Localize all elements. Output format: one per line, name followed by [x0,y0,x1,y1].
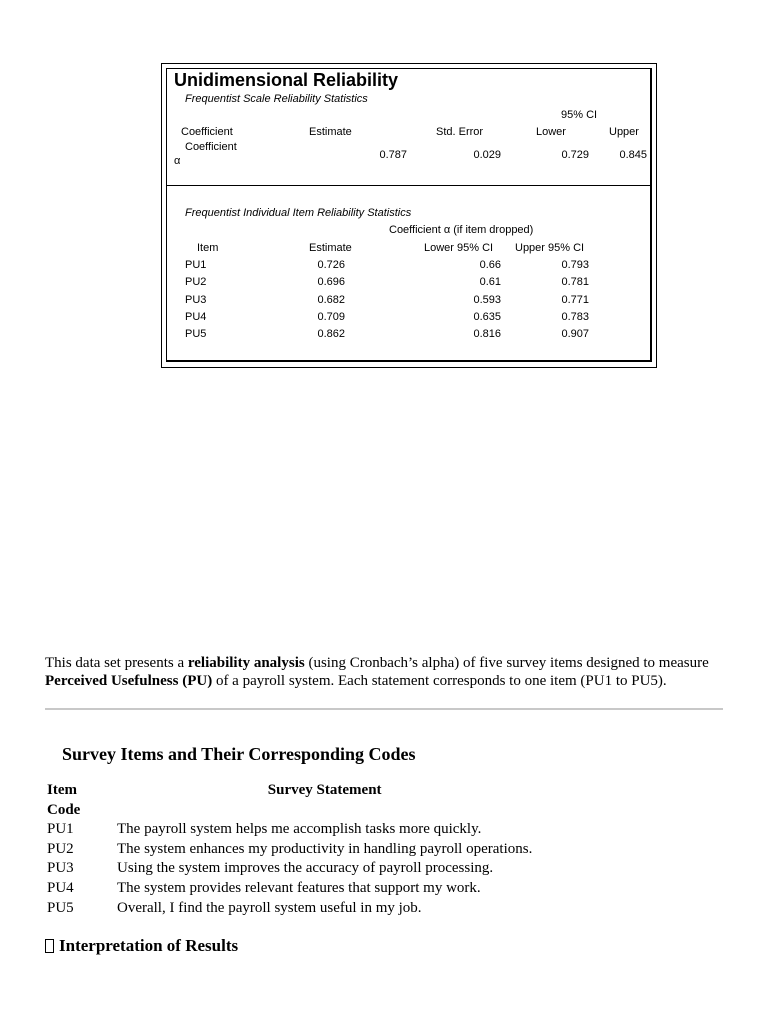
survey-items-table [45,781,534,918]
intro-text: This data set presents a [45,655,188,671]
reliability-output-panel [161,63,657,368]
table-row [45,820,534,840]
interpretation-heading [45,936,238,956]
scale-row-upper: 0.845 [619,149,647,161]
missing-glyph-icon [45,939,54,953]
scale-row-alpha: α [174,155,181,167]
interpretation-heading-text: Interpretation of Results [59,936,239,955]
reliability-title: Unidimensional Reliability [174,70,399,90]
item-estimate: 0.726 [317,259,345,271]
item-code: PU2 [185,276,207,288]
intro-bold-reliability: reliability analysis [187,655,305,671]
section-divider [167,185,650,186]
item-code-cell: PU2 [47,840,74,857]
scale-stats-subtitle: Frequentist Scale Reliability Statistics [185,93,368,105]
intro-text: (using Cronbach’s alpha) of five survey items designed to measure [304,655,709,671]
statement-cell: The system enhances my productivity in handling payroll operations. [117,840,533,857]
intro-bold-pu: Perceived Usefulness (PU) [45,673,213,689]
item-code-cell: PU4 [47,879,74,896]
col-header-item-code: Item Code [47,782,81,818]
item-lower: 0.635 [473,311,501,323]
item-group-header: Coefficient α (if item dropped) [389,224,534,236]
scale-row-std-error: 0.029 [473,149,501,161]
item-lower: 0.593 [473,294,501,306]
item-upper: 0.783 [561,311,589,323]
intro-text: of a payroll system. Each statement corresponds to one item (PU1 to PU5). [212,673,667,689]
table-row [45,879,534,899]
intro-paragraph [45,654,735,690]
item-estimate: 0.696 [317,276,345,288]
ci-header: 95% CI [561,109,598,121]
item-estimate: 0.682 [317,294,345,306]
table-row [45,840,534,860]
item-code: PU3 [185,294,207,306]
item-lower: 0.61 [479,276,501,288]
item-upper: 0.907 [561,328,589,340]
item-header-lower: Lower 95% CI [424,242,494,254]
item-header-item: Item [197,242,219,254]
item-code: PU5 [185,328,207,340]
statement-cell: Using the system improves the accuracy of payroll processing. [117,860,494,877]
table-row [45,859,534,879]
item-estimate: 0.862 [317,328,345,340]
reliability-output-frame [166,68,652,362]
item-code-cell: PU5 [47,899,74,916]
survey-heading: Survey Items and Their Corresponding Codes [62,744,416,764]
scale-header-std-error: Std. Error [436,126,484,138]
item-estimate: 0.709 [317,311,345,323]
item-code-cell: PU3 [47,860,74,877]
scale-header-lower: Lower [536,126,566,138]
item-header-estimate: Estimate [309,242,352,254]
item-header-upper: Upper 95% CI [515,242,585,254]
scale-row-estimate: 0.787 [379,149,407,161]
statement-cell: The system provides relevant features that support my work. [117,879,481,896]
item-stats-subtitle: Frequentist Individual Item Reliability Statistics [185,207,412,219]
item-upper: 0.793 [561,259,589,271]
horizontal-rule [45,708,723,710]
statement-cell: Overall, I find the payroll system useful in my job. [117,899,422,916]
scale-header-upper: Upper [609,126,639,138]
item-code: PU4 [185,311,207,323]
scale-header-coefficient: Coefficient [181,126,233,138]
item-lower: 0.816 [473,328,501,340]
col-header-statement: Survey Statement [267,782,382,798]
item-upper: 0.771 [561,294,589,306]
statement-cell: The payroll system helps me accomplish tasks more quickly. [117,821,482,838]
table-header-row [45,781,534,820]
item-code: PU1 [185,259,207,271]
table-row [45,899,534,919]
item-upper: 0.781 [561,276,589,288]
item-lower: 0.66 [479,259,501,271]
scale-row-lower: 0.729 [561,149,589,161]
item-code-cell: PU1 [47,821,74,838]
scale-header-estimate: Estimate [309,126,352,138]
scale-row-coefficient: Coefficient [185,141,237,153]
